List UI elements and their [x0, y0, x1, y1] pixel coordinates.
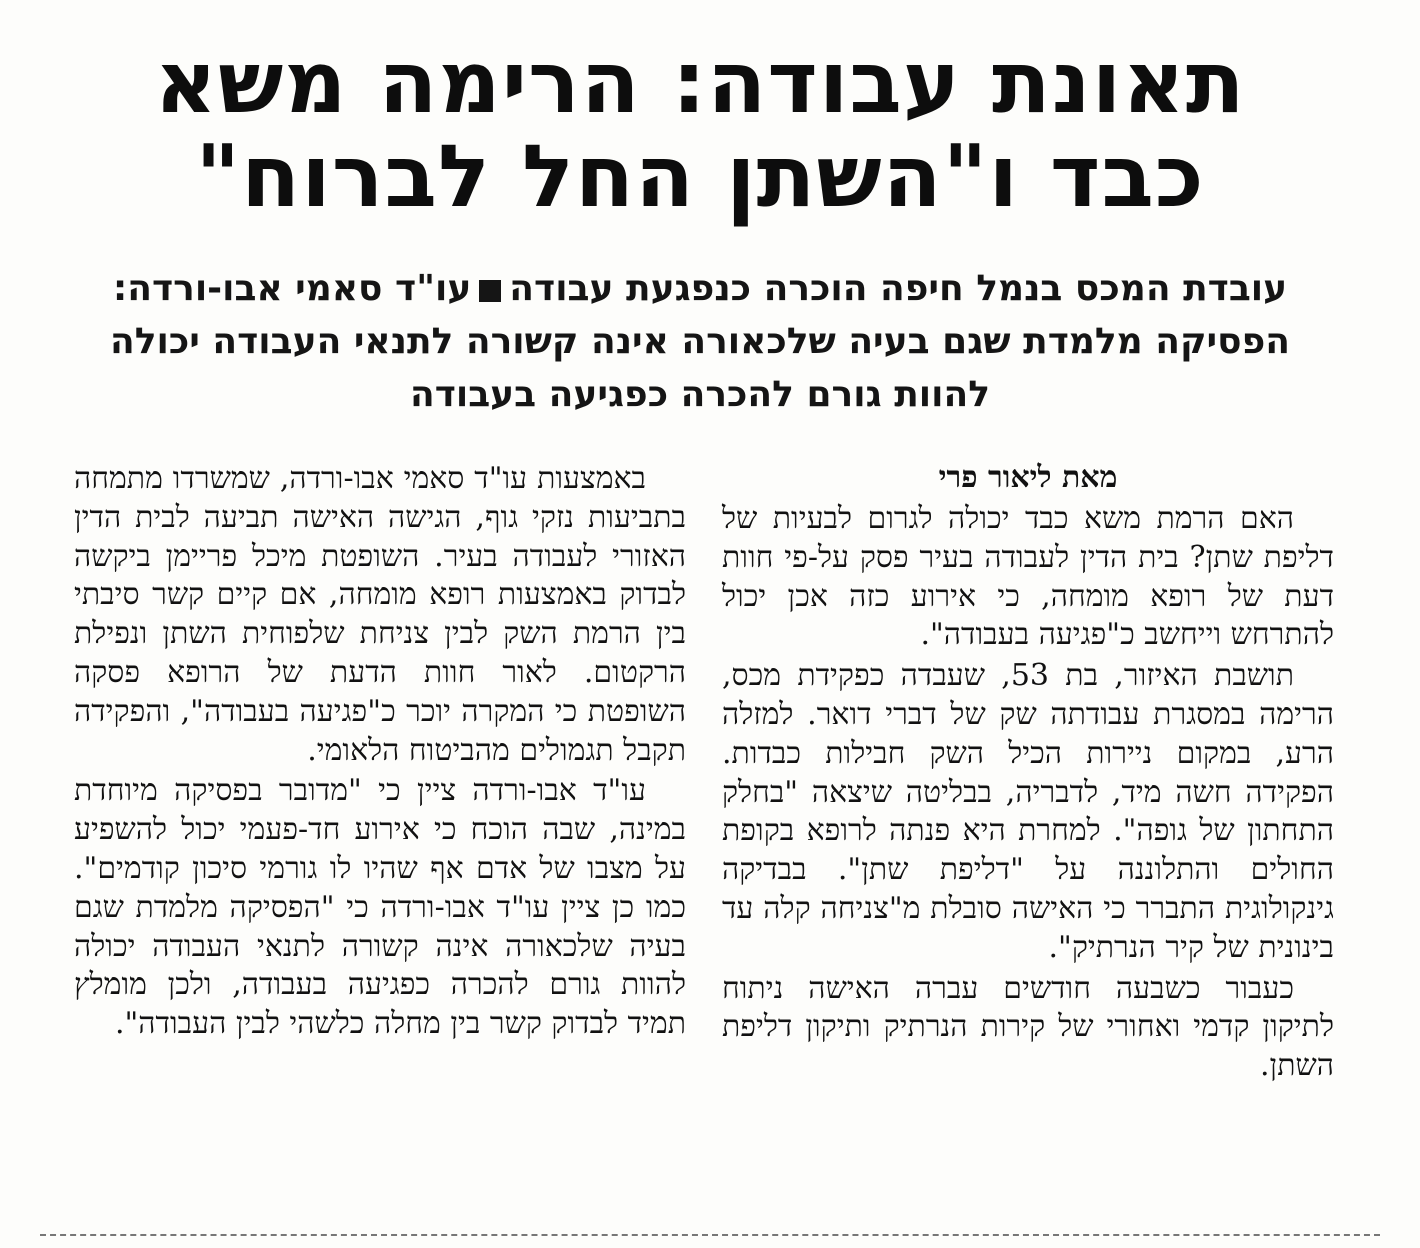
headline [40, 33, 1360, 227]
page-bottom-rule [40, 1234, 1380, 1240]
headline-line-1: תאונת עבודה: הרימה משא [154, 33, 1246, 133]
subhead-part-1: עובדת המכס בנמל חיפה הוכרה כנפגעת עבודה [509, 268, 1288, 309]
subhead-part-2: עו"ד סאמי אבו-ורדה: הפסיקה מלמדת שגם בעיה שלכאורה אינה קשורה לתנאי העבודה יכולה להוות גורם להכרה כפגיעה בעבודה [109, 268, 1290, 415]
headline-line-2: כבד ו"השתן החל לברוח" [195, 127, 1205, 227]
byline: מאת ליאור פרי [938, 460, 1118, 495]
body-paragraph: עו"ד אבו-ורדה ציין כי "מדובר בפסיקה מיוחדת במינה, שבה הוכח כי אירוע חד-פעמי יכול להשפיע על מצבו של אדם אף שהיו לו גורמי סיכון קודמים". כמו כן ציין עו"ד אבו-ורדה כי "הפסיקה מלמדת שגם בעיה שלכאורה אינה קשורה לתנאי העבודה יכולה להוות גורם להכרה כפגיעה בעבודה, ולכן מומלץ תמיד לבדוק קשר בין מחלה כלשהי לבין העבודה". [74, 773, 686, 1042]
bullet-square-icon [479, 280, 501, 302]
body-paragraph: האם הרמת משא כבד יכולה לגרום לבעיות של דליפת שתן? בית הדין לעבודה בעיר פסק על-פי חוות דעת של רופא מומחה, כי אירוע כזה אכן יכול להתרחש וייחשב כ"פגיעה בעבודה". [722, 501, 1334, 653]
article-column-left [74, 460, 686, 1044]
body-paragraph: באמצעות עו"ד סאמי אבו-ורדה, שמשרדו מתמחה בתביעות נזקי גוף, הגישה האישה תביעה לבית הדין האזורי לעבודה בעיר. השופטת מיכל פריימן ביקשה לבדוק באמצעות רופא מומחה, אם קיים קשר סיבתי בין הרמת השק לבין צניחת שלפוחית השתן ונפילת הרקטום. לאור חוות הדעת של הרופא פסקה השופטת כי המקרה יוכר כ"פגיעה בעבודה", והפקידה תקבל תגמולים מהביטוח הלאומי. [74, 461, 686, 768]
article-column-right [722, 458, 1334, 1086]
subheadline [60, 262, 1340, 421]
body-paragraph: כעבור כשבעה חודשים עברה האישה ניתוח לתיקון קדמי ואחורי של קירות הנרתיק ותיקון דליפת השתן. [722, 970, 1334, 1084]
body-paragraph: תושבת האיזור, בת 53, שעבדה כפקידת מכס, הרימה במסגרת עבודתה שק של דברי דואר. למזלה הרע, במקום ניירות הכיל השק חבילות כבדות. הפקידה חשה מיד, לדבריה, בבליטה שיצאה "בחלק התחתון של גופה". למחרת היא פנתה לרופא בקופת החולים והתלוננה על "דליפת שתן". בבדיקה גינקולוגית התברר כי האישה סובלת מ"צניחה קלה עד בינונית של קיר הנרתיק". [722, 658, 1334, 965]
